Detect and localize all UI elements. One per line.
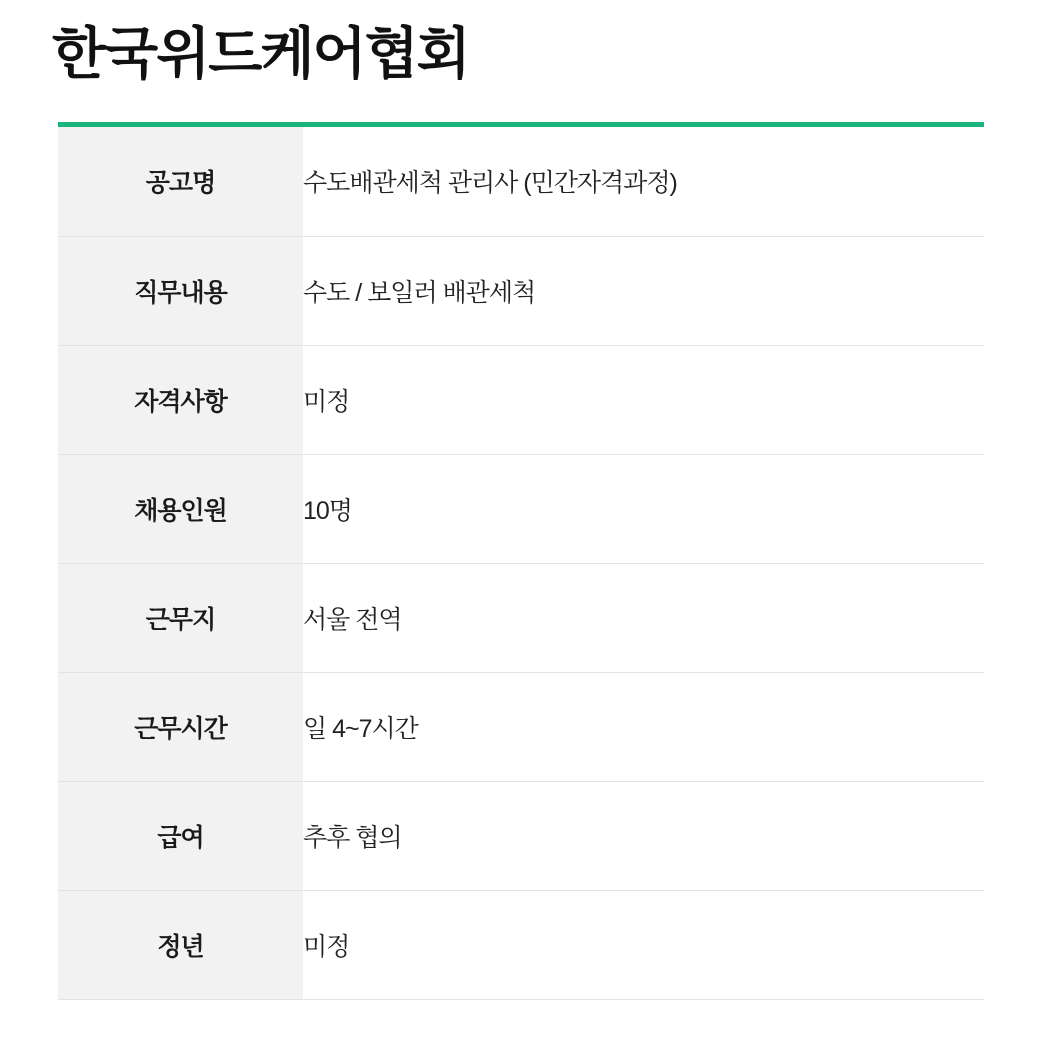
row-value: 수도배관세척 관리사 (민간자격과정) [303,127,984,236]
row-value: 미정 [303,345,984,454]
row-value: 서울 전역 [303,563,984,672]
row-label: 정년 [58,890,303,999]
row-value: 10명 [303,454,984,563]
row-value: 일 4~7시간 [303,672,984,781]
row-label: 자격사항 [58,345,303,454]
row-label: 근무지 [58,563,303,672]
row-label: 근무시간 [58,672,303,781]
row-label: 채용인원 [58,454,303,563]
row-value: 추후 협의 [303,781,984,890]
job-details-table [58,127,984,1000]
table-row [58,236,984,345]
table-row [58,345,984,454]
table-row [58,672,984,781]
page-title: 한국위드케어협회 [52,22,469,85]
table-row [58,454,984,563]
row-label: 급여 [58,781,303,890]
table-row [58,127,984,236]
row-label: 직무내용 [58,236,303,345]
row-label: 공고명 [58,127,303,236]
table-row [58,890,984,999]
table-row [58,563,984,672]
row-value: 수도 / 보일러 배관세척 [303,236,984,345]
table-row [58,781,984,890]
row-value: 미정 [303,890,984,999]
